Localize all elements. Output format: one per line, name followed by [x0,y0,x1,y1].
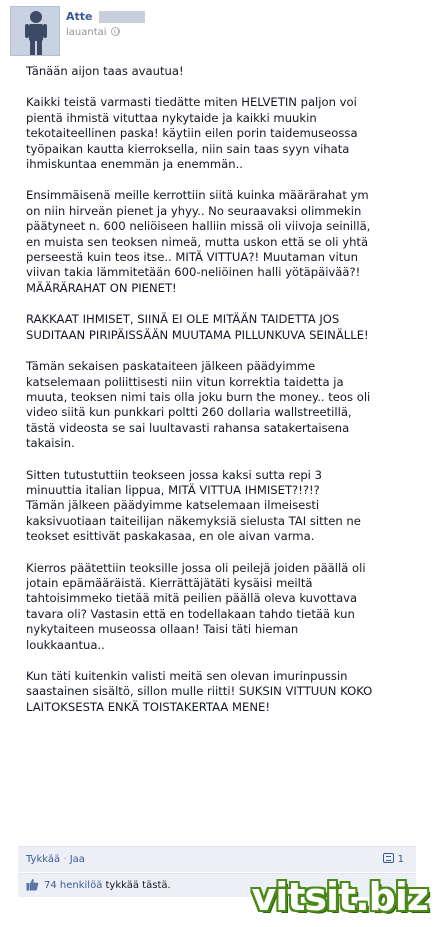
post-paragraph: Kierros päätettiin teoksille jossa oli peilejä joiden päällä oli jotain epämääräistä. Kierrättäjätäti kysäisi meiltä tahtoisimmeko tietää mitä peilien päällä oleva kuvottava tavara oli? Vastasin että en todellakaan tahdo tietää kun nykytaiteen museossa ollaan! Taisi täti hieman loukkaantua.. [26,560,366,652]
post-meta [66,27,120,38]
comment-icon [383,853,394,863]
like-link[interactable]: Tykkää [26,854,61,865]
comment-count: 1 [397,854,404,865]
post-paragraph: Tänään aijon taas avautua! [26,64,184,78]
post-body [26,64,418,731]
post-paragraph: Kun täti kuitenkin valisti meitä sen olevan imurinpussin saastainen sisältö, sillon mulle riitti! SUKSIN VITTUUN KOKO LAITOKSESTA ENKÄ TOISTAKERTAA MENE! [26,669,373,714]
avatar-silhouette-icon [11,7,60,56]
redacted-surname [99,11,145,23]
share-link[interactable]: Jaa [69,854,85,865]
author-name[interactable]: Atte [66,10,93,23]
globe-icon[interactable] [111,27,120,36]
post-header [10,6,424,62]
post-paragraph: Sitten tutustuttiin teokseen jossa kaksi sutta repi 3 minuuttia italian lippua, MITÄ VITTUA IHMISET?!?!? Tämän jälkeen päädyimme katselemaan ilmeisesti kaksivuotiaan taiteilijan näkemyksiä sielusta TAI sitten ne teokset esittivät paskakasaa, en ole aivan varma. [26,467,361,544]
action-separator: · [60,854,70,865]
likes-count-link[interactable]: 74 henkilöä [44,880,103,891]
post-paragraph: RAKKAAT IHMISET, SIINÄ EI OLE MITÄÄN TAIDETTA JOS SUDITAAN PIRIPÄISSÄÄN MUUTAMA PILLUNKUVA SEINÄLLE! [26,312,369,342]
likes-suffix: tykkää tästä. [102,880,171,891]
comment-count-button[interactable] [383,847,404,873]
thumbs-up-icon [26,877,39,901]
action-bar [18,846,416,872]
post-timestamp[interactable]: lauantai [66,27,107,38]
post-paragraph: Ensimmäisenä meille kerrottiin siitä kuinka määrärahat ym on niin hirveän pienet ja yhyy.. No seuraavaksi olimmekin päätyneet n. 600 neliöiseen halliin missä oli viivoja seinillä, en muista sen teoksen nimeä, mutta uskon että se oli yhtä perseestä kuin teos itse.. MITÄ VITTUA?! Muutaman vitun viivan takia lämmitetään 600-neliöinen halli yötäpäivää?! MÄÄRÄRAHAT ON PIENET! [26,188,371,295]
post-paragraph: Tämän sekaisen paskataiteen jälkeen päädyimme katselemaan poliittisesti niin vitun korrektia taidetta ja muuta, teoksen nimi tais olla joku burn the money.. teos oli video siitä kun punkkari poltti 260 dollaria wallstreetillä, tästä videosta se sai luultavasti rahansa satakertaisena takaisin. [26,359,371,451]
site-watermark: vitsit.biz [251,875,428,919]
avatar[interactable] [10,6,60,56]
post-paragraph: Kaikki teistä varmasti tiedätte miten HELVETIN paljon voi pientä ihmistä vituttaa nykytaide ja kaikki muukin tekotaiteellinen paska! käytiin eilen porin taidemuseossa työpaikan kautta kierroksella, niin sain taas syyn vihata ihmiskuntaa enemmän ja enemmän.. [26,95,358,172]
